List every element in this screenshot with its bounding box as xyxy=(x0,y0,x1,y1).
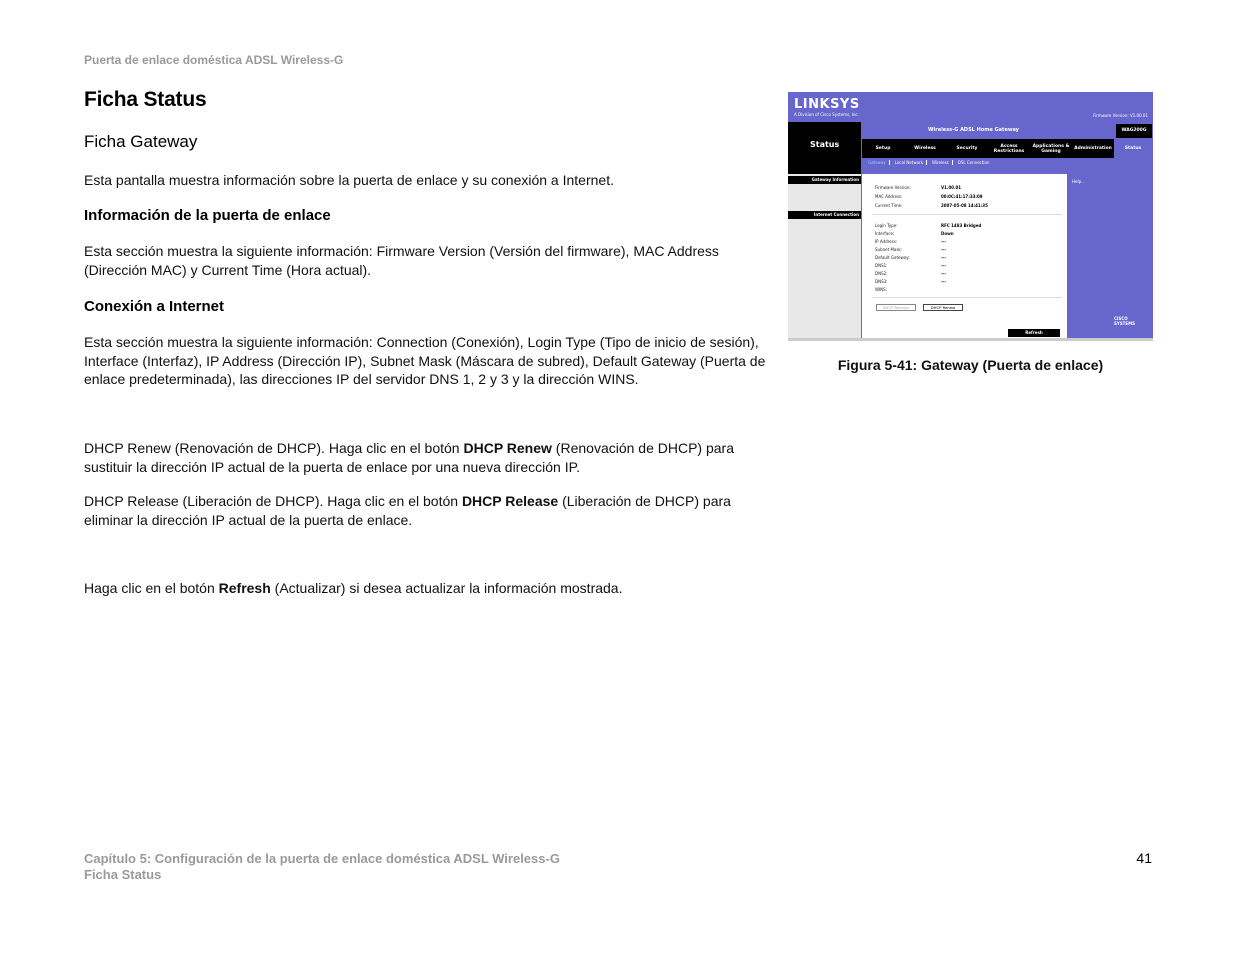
row-label: DNS2: xyxy=(875,271,888,276)
tab-setup[interactable]: Setup xyxy=(875,146,891,151)
refresh-paragraph: Haga clic en el botón Refresh (Actualizar) si desea actualizar la información mostrada. xyxy=(84,580,623,596)
row-label: MAC Address: xyxy=(875,194,903,199)
row-label: Current Time: xyxy=(875,203,903,208)
linksys-logo: LINKSYS xyxy=(794,97,860,112)
tab-access-restrictions[interactable]: Access Restrictions xyxy=(993,143,1025,154)
section-internet-body: Esta sección muestra la siguiente información: Connection (Conexión), Login Type (Tipo de inicio de sesión), Interface (Interfaz), IP Address (Dirección IP), Subnet Mask (Máscara de subred), Default Gateway (Puerta de enlace predeterminada), las direcciones IP del servidor DNS 1, 2 y 3 y la dirección WINS. xyxy=(84,334,766,387)
row-value: 00:0C:41:17:33:09 xyxy=(941,194,983,199)
main-nav xyxy=(862,139,1114,158)
row-label: Firmware Version: xyxy=(875,185,911,190)
row-value: --- xyxy=(941,271,946,276)
model-badge: WAG200G xyxy=(1116,124,1152,138)
row-value: --- xyxy=(941,263,946,268)
dhcp-renew-paragraph: DHCP Renew (Renovación de DHCP). Haga clic en el botón DHCP Renew (Renovación de DHCP) para sustituir la dirección IP actual de la puerta de enlace por una nueva dirección IP. xyxy=(84,440,735,475)
tab-applications-gaming[interactable]: Applications & Gaming xyxy=(1032,143,1070,154)
subheading: Ficha Gateway xyxy=(84,132,198,151)
row-value: --- xyxy=(941,247,946,252)
row-value: --- xyxy=(941,279,946,284)
subtab-gateway[interactable]: Gateway xyxy=(865,160,890,165)
intro-paragraph: Esta pantalla muestra información sobre la puerta de enlace y su conexión a Internet. xyxy=(84,172,614,188)
row-label: Login Type: xyxy=(875,223,898,228)
product-name: Wireless-G ADSL Home Gateway xyxy=(928,127,1019,133)
refresh-term: Refresh xyxy=(218,580,271,596)
row-value: --- xyxy=(941,255,946,260)
row-label: DNS1: xyxy=(875,263,888,268)
dhcp-renew-term: DHCP Renew xyxy=(463,440,552,456)
refresh-button[interactable]: Refresh xyxy=(1008,329,1060,337)
subtab-dsl-connection[interactable]: DSL Connection xyxy=(957,160,990,165)
row-label: IP Address: xyxy=(875,239,898,244)
footer-chapter: Capítulo 5: Configuración de la puerta de enlace doméstica ADSL Wireless-G xyxy=(84,851,560,866)
row-label: Subnet Mask: xyxy=(875,247,903,252)
footer-section: Ficha Status xyxy=(84,867,162,882)
section-gateway-info-title: Información de la puerta de enlace xyxy=(84,207,331,224)
divider xyxy=(872,214,1062,215)
divider xyxy=(872,297,1062,298)
row-label: Interface: xyxy=(875,231,895,236)
side-label-internet: Internet Connection xyxy=(788,211,861,219)
figure-sidebar xyxy=(788,174,861,341)
sub-nav xyxy=(862,158,1152,167)
gateway-screenshot-figure xyxy=(788,92,1153,341)
row-label: DNS3: xyxy=(875,279,888,284)
firmware-version-label: Firmware Version: V1.00.01 xyxy=(1093,113,1148,118)
subtab-local-network[interactable]: Local Network xyxy=(892,160,927,165)
cisco-logo: CISCO SYSTEMS xyxy=(1114,316,1135,326)
dhcp-release-term: DHCP Release xyxy=(461,493,559,509)
subtab-wireless[interactable]: Wireless xyxy=(929,160,953,165)
page-title: Ficha Status xyxy=(84,88,207,111)
side-label-gateway-info: Gateway Information xyxy=(788,176,861,184)
row-value: Down xyxy=(941,231,954,236)
row-label: Default Gateway: xyxy=(875,255,910,260)
help-link[interactable]: Help... xyxy=(1072,179,1085,184)
row-label: WINS: xyxy=(875,287,888,292)
tab-security[interactable]: Security xyxy=(956,146,978,151)
dhcp-release-button[interactable]: DHCP Release xyxy=(876,304,916,311)
row-value: RFC 1483 Bridged xyxy=(941,223,982,228)
tab-administration[interactable]: Administration xyxy=(1074,146,1112,151)
row-value: --- xyxy=(941,239,946,244)
logo-subtitle: A Division of Cisco Systems, Inc. xyxy=(794,112,859,117)
dhcp-renew-button[interactable]: DHCP Renew xyxy=(923,304,963,311)
running-header: Puerta de enlace doméstica ADSL Wireless-G xyxy=(84,53,344,67)
tab-status[interactable]: Status xyxy=(1114,139,1152,158)
section-gateway-info-body: Esta sección muestra la siguiente información: Firmware Version (Versión del firmware), MAC Address (Dirección MAC) y Current Time (Hora actual). xyxy=(84,243,719,278)
section-internet-title: Conexión a Internet xyxy=(84,298,225,315)
row-value: 2007-05-08 14:41:35 xyxy=(941,203,988,208)
figure-bottom-bar xyxy=(788,338,1153,341)
page-number: 41 xyxy=(1136,850,1152,866)
section-title: Status xyxy=(810,140,840,149)
dhcp-release-paragraph: DHCP Release (Liberación de DHCP). Haga clic en el botón DHCP Release (Liberación de DHCP) para eliminar la dirección IP actual de la puerta de enlace. xyxy=(84,493,731,528)
figure-caption: Figura 5-41: Gateway (Puerta de enlace) xyxy=(837,357,1104,373)
row-value: V1.00.01 xyxy=(941,185,962,190)
tab-wireless[interactable]: Wireless xyxy=(914,146,936,151)
